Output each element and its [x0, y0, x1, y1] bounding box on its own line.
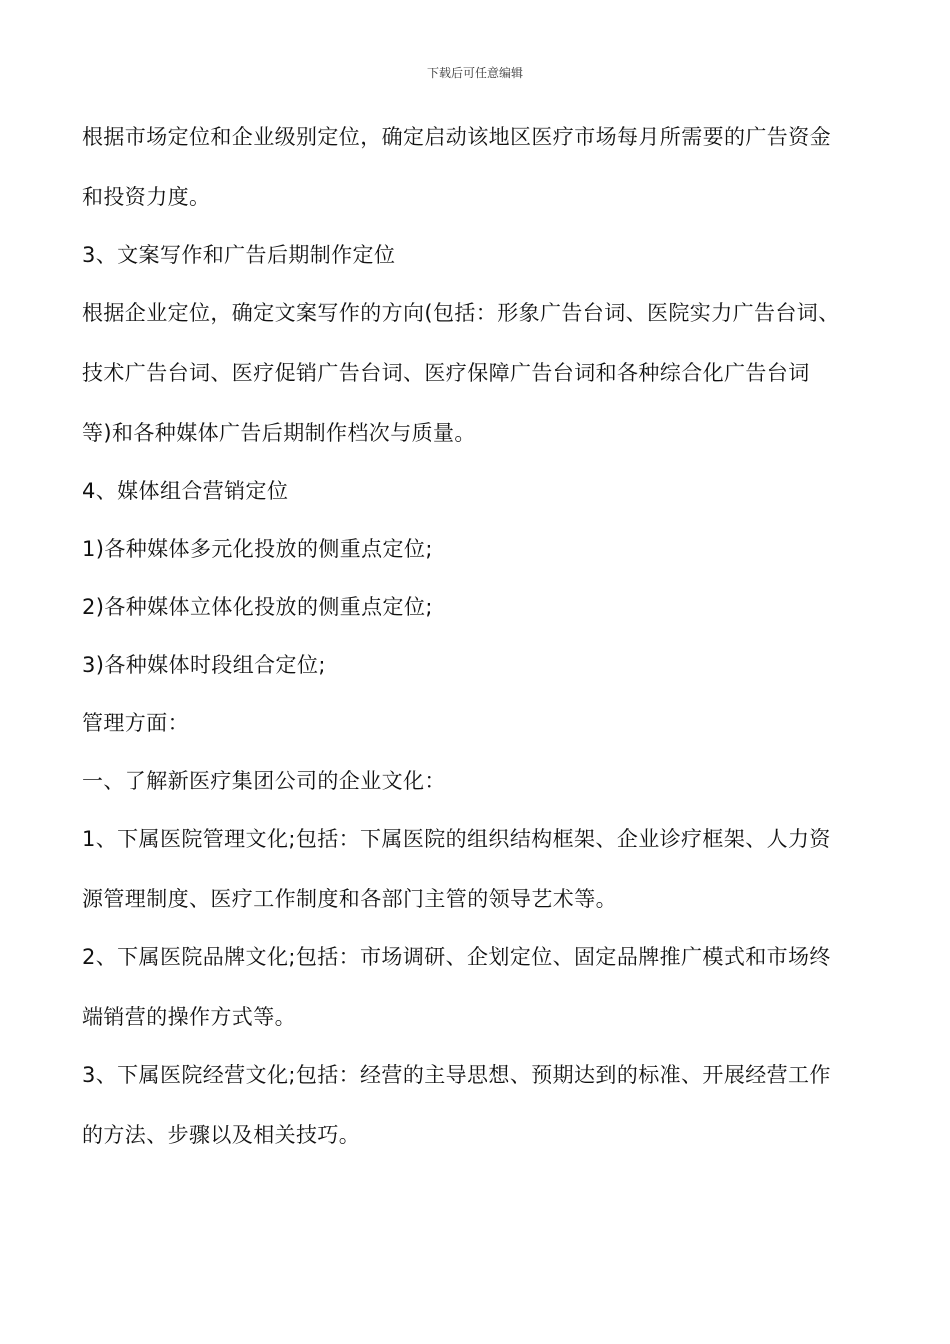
list-item: 2)各种媒体立体化投放的侧重点定位; — [82, 595, 433, 619]
paragraph-line: 和投资力度。 — [82, 185, 211, 209]
paragraph-line: 根据企业定位，确定文案写作的方向(包括：形象广告台词、医院实力广告台词、 — [82, 301, 840, 325]
page-header-note: 下载后可任意编辑 — [426, 66, 523, 80]
paragraph-line: 等)和各种媒体广告后期制作档次与质量。 — [82, 421, 476, 445]
list-item: 3)各种媒体时段组合定位; — [82, 653, 326, 677]
document-body — [82, 117, 892, 1155]
paragraph-line: 2、下属医院品牌文化;包括：市场调研、企划定位、固定品牌推广模式和市场终 — [82, 945, 831, 969]
section-heading: 一、了解新医疗集团公司的企业文化： — [82, 769, 446, 793]
section-heading: 3、文案写作和广告后期制作定位 — [82, 243, 396, 267]
paragraph-line: 的方法、步骤以及相关技巧。 — [82, 1123, 361, 1147]
section-heading: 管理方面： — [82, 711, 189, 735]
paragraph-line: 1、下属医院管理文化;包括：下属医院的组织结构框架、企业诊疗框架、人力资 — [82, 827, 831, 851]
paragraph-line: 端销营的操作方式等。 — [82, 1005, 296, 1029]
paragraph-line: 3、下属医院经营文化;包括：经营的主导思想、预期达到的标准、开展经营工作 — [82, 1063, 831, 1087]
section-heading: 4、媒体组合营销定位 — [82, 479, 289, 503]
paragraph-line: 根据市场定位和企业级别定位，确定启动该地区医疗市场每月所需要的广告资金 — [82, 125, 831, 149]
paragraph-line: 技术广告台词、医疗促销广告台词、医疗保障广告台词和各种综合化广告台词 — [82, 361, 810, 385]
paragraph-line: 源管理制度、医疗工作制度和各部门主管的领导艺术等。 — [82, 887, 617, 911]
list-item: 1)各种媒体多元化投放的侧重点定位; — [82, 537, 433, 561]
